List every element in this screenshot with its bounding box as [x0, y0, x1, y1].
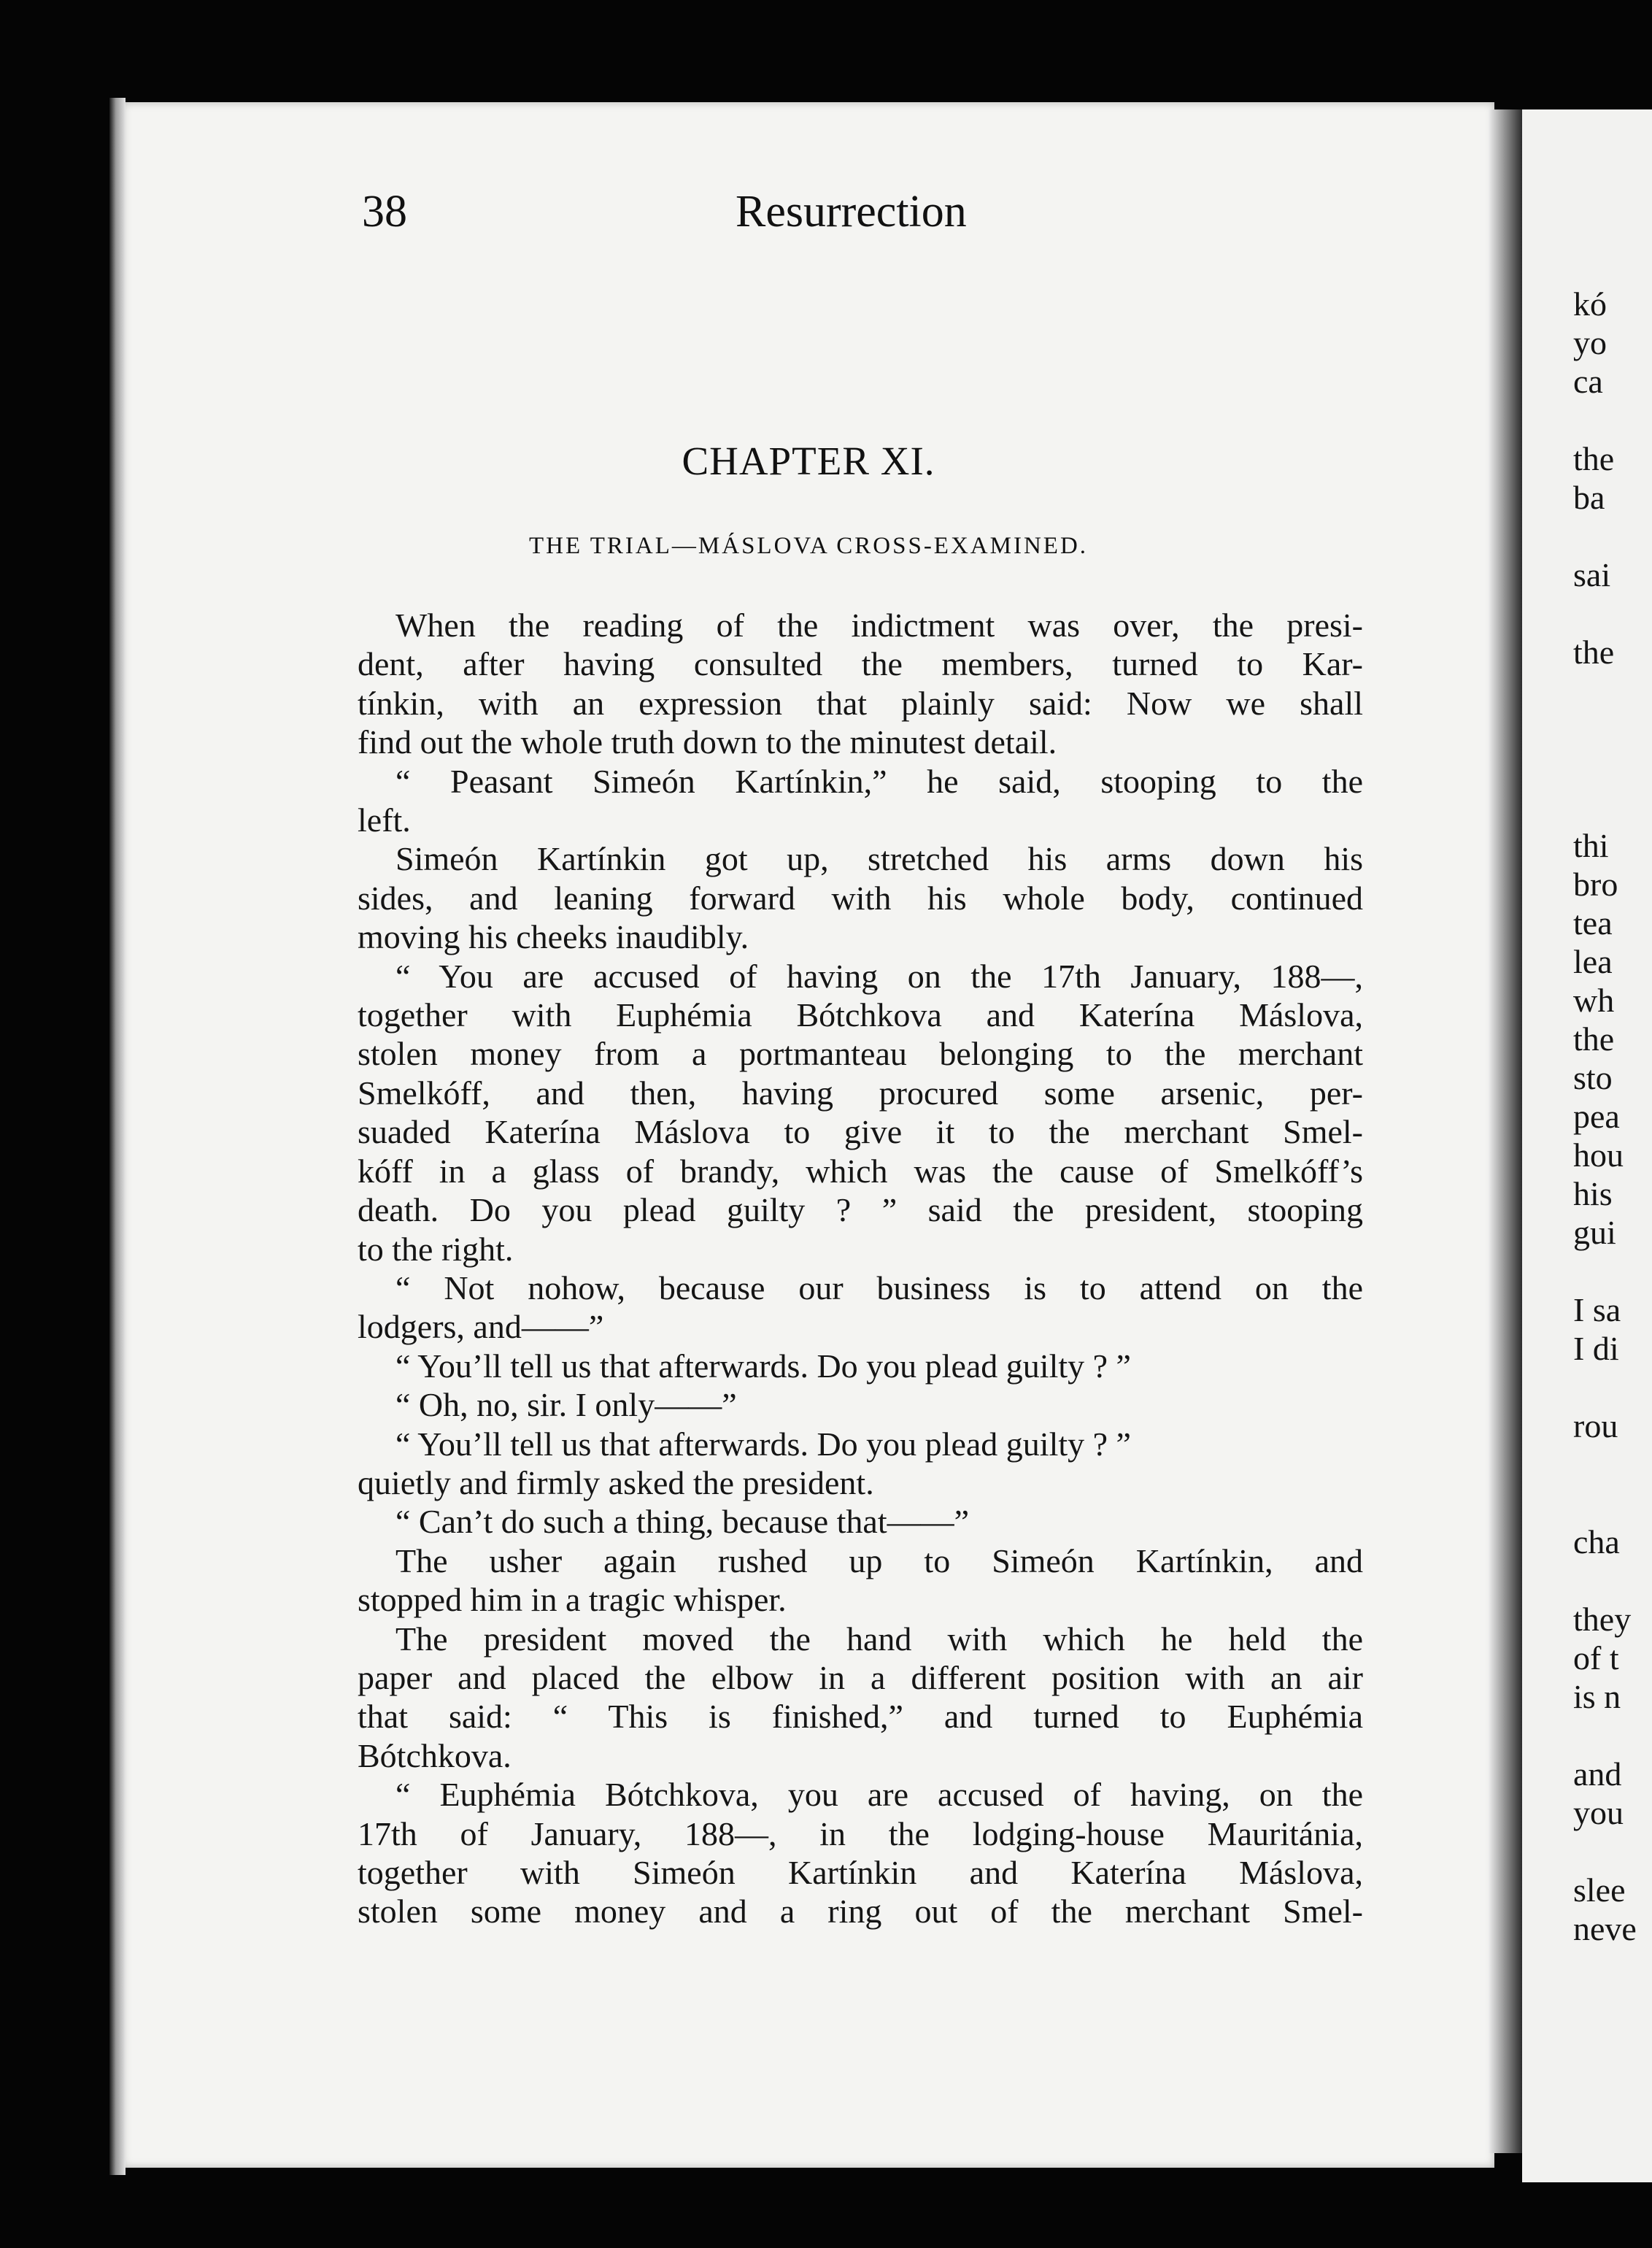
chapter-subtitle: THE TRIAL—MÁSLOVA CROSS-EXAMINED.	[528, 533, 1089, 559]
text-line: to the right.	[358, 1230, 514, 1268]
text-line: find out the whole truth down to the minutest detail.	[358, 723, 1057, 761]
right-page	[1522, 109, 1652, 2182]
text-line: “ Oh, no, sir. I only——”	[395, 1386, 737, 1424]
text-fragment: of t	[1573, 1639, 1619, 1677]
text-line: left.	[358, 801, 411, 839]
text-fragment: lea	[1573, 943, 1613, 980]
chapter-title: CHAPTER XI.	[682, 439, 935, 483]
text-line: dent, after having consulted the members, turned to Kar-	[358, 645, 1363, 683]
text-fragment: ba	[1573, 479, 1605, 516]
text-line: stolen some money and a ring out of the merchant Smel-	[358, 1893, 1363, 1931]
text-line: “ Euphémia Bótchkova, you are accused of having, on the	[395, 1776, 1363, 1814]
text-line: together with Euphémia Bótchkova and Katerína Máslova,	[358, 996, 1363, 1034]
text-line: “ You’ll tell us that afterwards. Do you plead guilty ? ”	[395, 1347, 1131, 1385]
text-fragment: the	[1573, 1020, 1615, 1058]
text-fragment: rou	[1573, 1407, 1618, 1444]
text-fragment: I di	[1573, 1330, 1619, 1367]
text-fragment: gui	[1573, 1214, 1616, 1251]
text-fragment: bro	[1573, 866, 1618, 903]
text-fragment: neve	[1573, 1910, 1637, 1947]
text-line: “ You are accused of having on the 17th January, 188—,	[395, 957, 1363, 995]
text-fragment: sto	[1573, 1059, 1613, 1096]
text-line: death. Do you plead guilty ? ” said the president, stooping	[358, 1191, 1363, 1229]
text-fragment: wh	[1573, 982, 1615, 1019]
text-fragment: they	[1573, 1601, 1632, 1638]
text-line: 17th of January, 188—, in the lodging-house Mauritánia,	[358, 1814, 1363, 1852]
text-line: together with Simeón Kartínkin and Katerína Máslova,	[358, 1854, 1363, 1891]
text-line: that said: “ This is finished,” and turned to Euphémia	[358, 1698, 1363, 1736]
text-fragment: pea	[1573, 1098, 1620, 1135]
text-fragment: the	[1573, 440, 1615, 477]
text-line: paper and placed the elbow in a different position with an air	[358, 1658, 1363, 1696]
text-line: When the reading of the indictment was over, the presi-	[395, 607, 1363, 644]
text-line: stolen money from a portmanteau belonging to the merchant	[358, 1035, 1363, 1073]
text-line: lodgers, and——”	[358, 1308, 604, 1346]
book-gutter	[1489, 109, 1525, 2153]
text-fragment: and	[1573, 1755, 1622, 1793]
running-title: Resurrection	[736, 187, 967, 236]
text-fragment: cha	[1573, 1523, 1620, 1560]
text-fragment: thi	[1573, 827, 1609, 864]
text-line: “ Not nohow, because our business is to attend on the	[395, 1269, 1363, 1306]
text-line: “ Peasant Simeón Kartínkin,” he said, stooping to the	[395, 762, 1363, 800]
text-line: suaded Katerína Máslova to give it to the merchant Smel-	[358, 1113, 1363, 1151]
text-fragment: sai	[1573, 556, 1611, 593]
text-line: Simeón Kartínkin got up, stretched his arms down his	[395, 840, 1363, 878]
text-fragment: slee	[1573, 1871, 1626, 1909]
text-line: The president moved the hand with which he held the	[395, 1620, 1363, 1658]
text-line: moving his cheeks inaudibly.	[358, 918, 749, 956]
page-number: 38	[362, 187, 407, 236]
text-line: quietly and firmly asked the president.	[358, 1463, 874, 1501]
text-fragment: is n	[1573, 1678, 1621, 1715]
text-fragment: the	[1573, 634, 1615, 671]
text-fragment: you	[1573, 1794, 1624, 1831]
text-line: Smelkóff, and then, having procured some arsenic, per-	[358, 1074, 1363, 1112]
text-fragment: tea	[1573, 904, 1613, 942]
body-text	[358, 606, 1363, 1931]
text-fragment: kó	[1573, 285, 1607, 323]
text-line: Bótchkova.	[358, 1736, 512, 1774]
text-line: sides, and leaning forward with his whole body, continued	[358, 879, 1363, 917]
text-line: “ Can’t do such a thing, because that——”	[395, 1503, 970, 1541]
text-line: The usher again rushed up to Simeón Kartínkin, and	[395, 1541, 1363, 1579]
text-fragment: ca	[1573, 363, 1603, 400]
text-fragment: his	[1573, 1175, 1613, 1212]
text-line: tínkin, with an expression that plainly said: Now we shall	[358, 684, 1363, 722]
left-page	[123, 102, 1494, 2168]
text-line: kóff in a glass of brandy, which was the cause of Smelkóff’s	[358, 1152, 1363, 1190]
text-line: “ You’ll tell us that afterwards. Do you plead guilty ? ”	[395, 1425, 1131, 1463]
text-line: stopped him in a tragic whisper.	[358, 1581, 787, 1619]
text-fragment: I sa	[1573, 1291, 1621, 1328]
text-fragment: yo	[1573, 324, 1607, 361]
text-fragment: hou	[1573, 1136, 1624, 1174]
